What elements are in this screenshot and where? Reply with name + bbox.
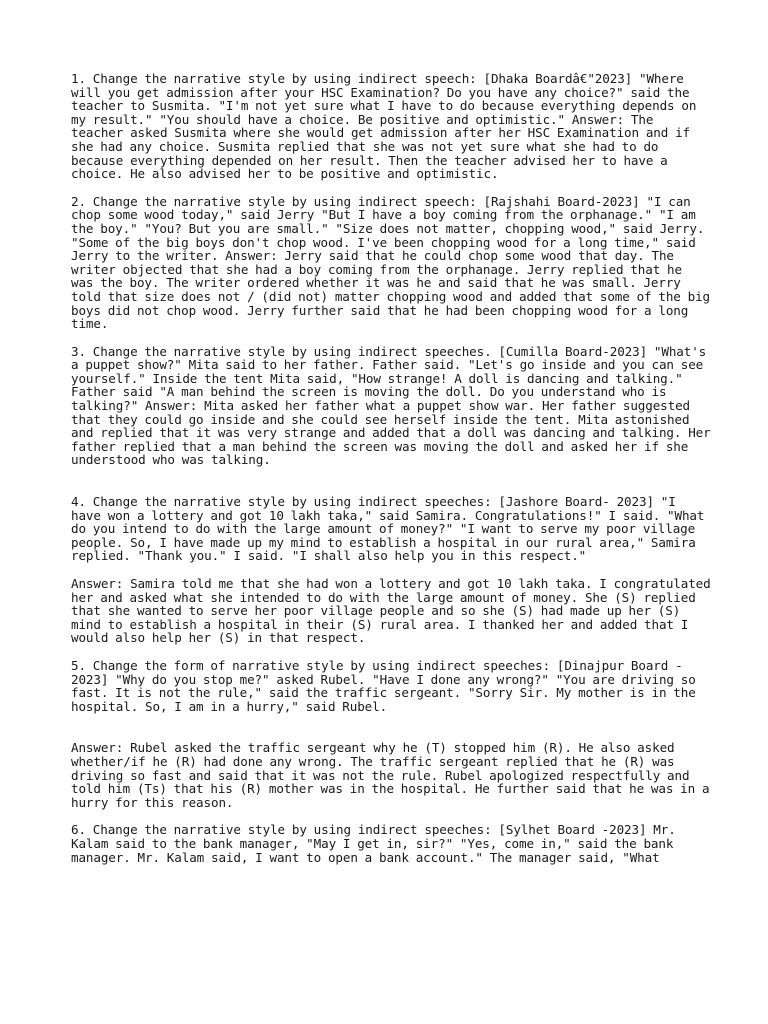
paragraph-answer-5: Answer: Rubel asked the traffic sergeant why he (T) stopped him (R). He also asked whether/if he (R) had done any wrong. The traffic sergeant replied that he (R) was driving so fast and said that it was not the rule. Rubel apologized respectfully and told him (Ts) that his (R) mother was in the hospital. He further said that he was in a hurry for this reason. (71, 740, 710, 810)
paragraph-question-2: 2. Change the narrative style by using indirect speech: [Rajshahi Board-2023] "I can chop some wood today," said Jerry "But I have a boy coming from the orphanage." "I am the boy." "You? But you are small." "Size does not matter, chopping wood," said Jerry. "Some of the big boys don't chop wood. I've been chopping wood for a long time," said Jerry to the writer. Answer: Jerry said that he could chop some wood that day. The writer objected that she had a boy coming from the orphanage. Jerry replied that he was the boy. The writer ordered whether it was he and said that he was small. Jerry told that size does not / (did not) matter chopping wood and added that some of the big boys did not chop wood. Jerry further said that he had been chopping wood for a long time. (71, 193, 711, 332)
paragraph-question-3: 3. Change the narrative style by using indirect speeches. [Cumilla Board-2023] "What's a puppet show?" Mita said to her father. Father said. "Let's go inside and you can see yourself." Inside the tent Mita said, "How strange! A doll is dancing and talking." Father said "A man behind the screen is moving the doll. Do you understand who is talking?" Answer: Mita asked her father what a puppet show war. Her father suggested that they could go inside and she could see herself inside the tent. Mita astonished and replied that it was very strange and added that a doll was dancing and talking. Her father replied that a man behind the screen was moving the doll and asked her if she understood who was talking. (71, 343, 711, 468)
paragraph-question-4: 4. Change the narrative style by using indirect speeches: [Jashore Board- 2023] "I have won a lottery and got 10 lakh taka," said Samira. Congratulations!" I said. "What do you intend to do with the large amount of money?" "I want to serve my poor village people. So, I have made up my mind to establish a hospital in our rural area," Samira replied. "Thank you." I said. "I shall also help you in this respect." (71, 494, 705, 564)
paragraph-answer-4: Answer: Samira told me that she had won a lottery and got 10 lakh taka. I congratulated her and asked what she intended to do with the large amount of money. She (S) replied that she wanted to serve her poor village people and so she (S) had made up her (S) mind to establish a hospital in their (S) rural area. I thanked her and added that I would also help her (S) in that respect. (71, 576, 711, 646)
paragraph-question-5: 5. Change the form of narrative style by using indirect speeches: [Dinajpur Board - 2023] "Why do you stop me?" asked Rubel. "Have I done any wrong?" "You are driving so fast. It is not the rule," said the traffic sergeant. "Sorry Sir. My mother is in the hospital. So, I am in a hurry," said Rubel. (71, 657, 696, 714)
paragraph-question-1: 1. Change the narrative style by using indirect speech: [Dhaka Boardâ€"2023] "Where will you get admission after your HSC Examination? Do you have any choice?" said the teacher to Susmita. "I'm not yet sure what I have to do because everything depends on my result." "You should have a choice. Be positive and optimistic." Answer: The teacher asked Susmita where she would get admission after her HSC Examination and if she had any choice. Susmita replied that she was not yet sure what she had to do because everything depended on her result. Then the teacher advised her to have a choice. He also advised her to be positive and optimistic. (71, 71, 697, 182)
document-body (71, 72, 711, 864)
paragraph-question-6: 6. Change the narrative style by using indirect speeches: [Sylhet Board -2023] Mr. Kalam said to the bank manager, "May I get in, sir?" "Yes, come in," said the bank manager. Mr. Kalam said, I want to open a bank account." The manager said, "What (71, 822, 676, 865)
